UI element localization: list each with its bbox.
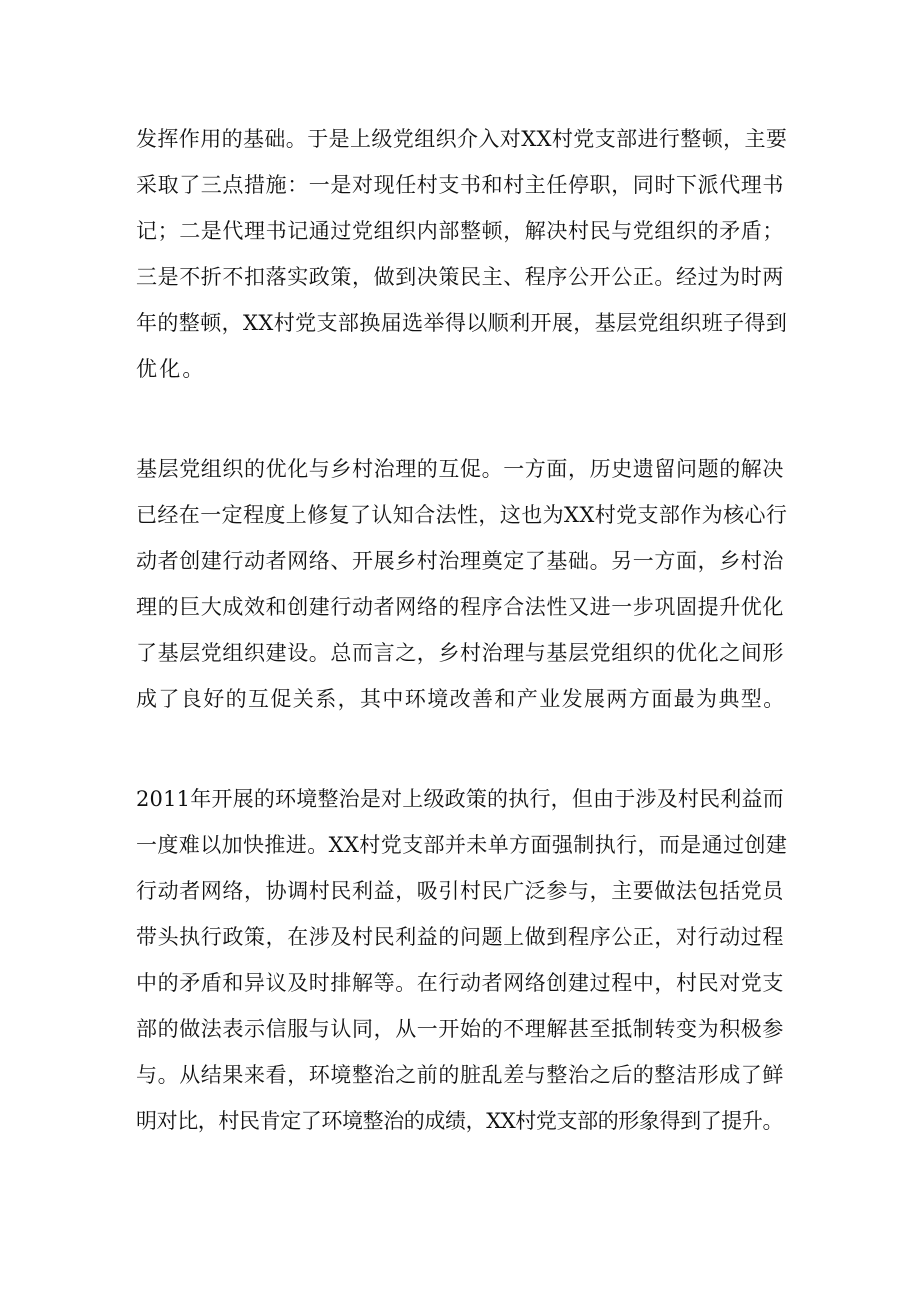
paragraph-line: 带头执行政策，在涉及村民利益的问题上做到程序公正，对行动过程 — [136, 925, 784, 949]
paragraph-line: 一度难以加快推进。XX村党支部并未单方面强制执行，而是通过创建 — [136, 833, 788, 857]
paragraph-line: 已经在一定程度上修复了认知合法性，这也为XX村党支部作为核心行 — [136, 503, 788, 527]
paragraph-line: 动者创建行动者网络、开展乡村治理奠定了基础。另一方面，乡村治 — [136, 549, 784, 573]
paragraph-line: 基层党组织的优化与乡村治理的互促。一方面，历史遗留问题的解决 — [136, 457, 784, 481]
paragraph-line: 部的做法表示信服与认同，从一开始的不理解甚至抵制转变为积极参 — [136, 1017, 784, 1041]
paragraph-1 — [136, 116, 788, 392]
paragraph-line: 了基层党组织建设。总而言之，乡村治理与基层党组织的优化之间形 — [136, 641, 784, 665]
paragraph-line: 理的巨大成效和创建行动者网络的程序合法性又进一步巩固提升优化 — [136, 595, 784, 619]
paragraph-3 — [136, 776, 788, 1144]
paragraph-line: 三是不折不扣落实政策，做到决策民主、程序公开公正。经过为时两 — [136, 265, 784, 289]
paragraph-line: 中的矛盾和异议及时排解等。在行动者网络创建过程中，村民对党支 — [136, 971, 784, 995]
paragraph-line: 优化。 — [136, 357, 206, 381]
paragraph-line: 发挥作用的基础。于是上级党组织介入对XX村党支部进行整顿，主要 — [136, 127, 788, 151]
paragraph-line: 成了良好的互促关系，其中环境改善和产业发展两方面最为典型。 — [136, 687, 786, 711]
paragraph-line: 明对比，村民肯定了环境整治的成绩，XX村党支部的形象得到了提升。 — [136, 1109, 784, 1133]
paragraph-2 — [136, 446, 788, 722]
paragraph-line: 与。从结果来看，环境整治之前的脏乱差与整治之后的整洁形成了鲜 — [136, 1063, 784, 1087]
paragraph-line: 行动者网络，协调村民利益，吸引村民广泛参与，主要做法包括党员 — [136, 879, 784, 903]
paragraph-line: 记；二是代理书记通过党组织内部整顿，解决村民与党组织的矛盾； — [136, 219, 784, 243]
paragraph-line: 年的整顿，XX村党支部换届选举得以顺利开展，基层党组织班子得到 — [136, 311, 788, 335]
paragraph-line: 采取了三点措施：一是对现任村支书和村主任停职，同时下派代理书 — [136, 173, 784, 197]
paragraph-line: 2011年开展的环境整治是对上级政策的执行，但由于涉及村民利益而 — [136, 787, 784, 811]
